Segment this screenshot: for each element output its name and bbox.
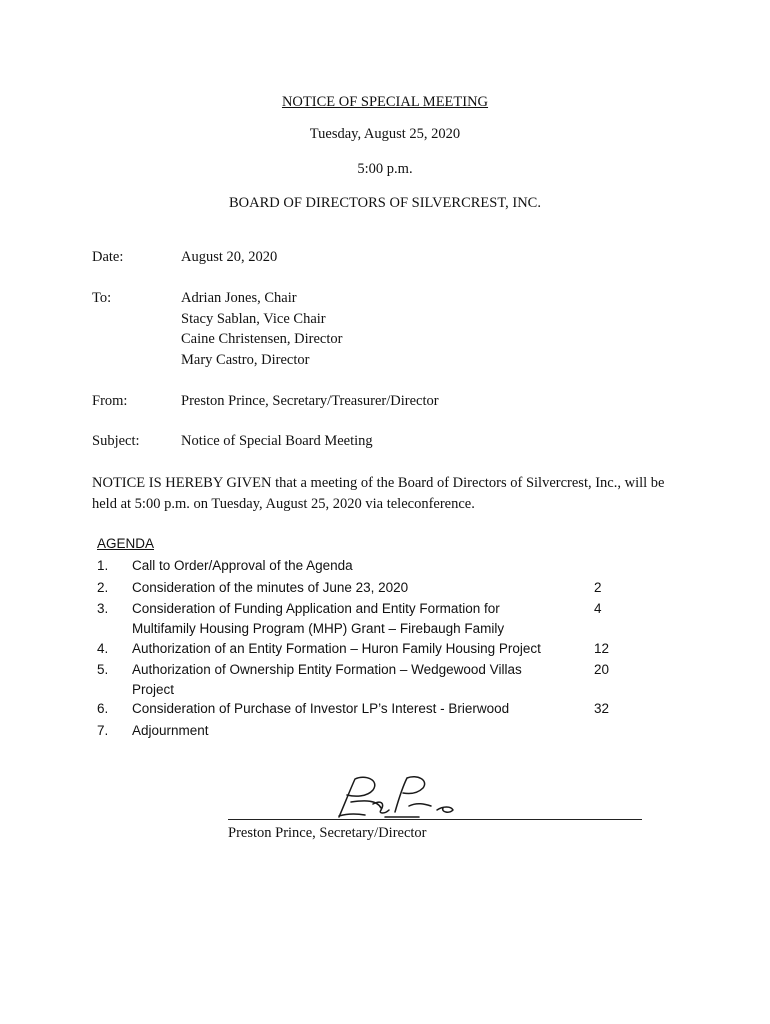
- recipient: Mary Castro, Director: [181, 352, 310, 368]
- meeting-time: 5:00 p.m.: [357, 161, 413, 177]
- agenda-page: 4: [594, 601, 602, 616]
- to-label: To:: [92, 290, 112, 306]
- signatory-name: Preston Prince, Secretary/Director: [228, 825, 427, 841]
- agenda-item-continued: Multifamily Housing Program (MHP) Grant – Firebaugh Family: [132, 621, 505, 636]
- document-title: NOTICE OF SPECIAL MEETING: [281, 94, 489, 110]
- handwritten-signature: [325, 770, 475, 825]
- subject-label: Subject:: [92, 433, 140, 449]
- agenda-number: 4.: [97, 641, 109, 656]
- agenda-number: 7.: [97, 723, 109, 738]
- notice-paragraph: NOTICE IS HEREBY GIVEN that a meeting of the Board of Directors of Silvercrest, Inc., will be held at 5:00 p.m. on Tuesday, August 25, 2020 via teleconference.: [92, 475, 665, 512]
- agenda-item: Consideration of Purchase of Investor LP’s Interest - Brierwood: [132, 701, 510, 716]
- agenda-page: 2: [594, 580, 602, 595]
- agenda-item-continued: Project: [132, 682, 175, 697]
- agenda-number: 3.: [97, 601, 109, 616]
- agenda-item: Authorization of Ownership Entity Formation – Wedgewood Villas: [132, 662, 522, 677]
- agenda-page: 32: [594, 701, 610, 716]
- agenda-item: Consideration of the minutes of June 23, 2020: [132, 580, 409, 595]
- recipient: Caine Christensen, Director: [181, 331, 343, 347]
- agenda-item: Consideration of Funding Application and Entity Formation for: [132, 601, 500, 616]
- meeting-date: Tuesday, August 25, 2020: [309, 126, 461, 142]
- agenda-heading: AGENDA: [97, 536, 155, 551]
- recipient: Adrian Jones, Chair: [181, 290, 297, 306]
- recipient: Stacy Sablan, Vice Chair: [181, 311, 326, 327]
- date-value: August 20, 2020: [181, 249, 278, 265]
- agenda-item: Adjournment: [132, 723, 209, 738]
- agenda-item: Call to Order/Approval of the Agenda: [132, 558, 353, 573]
- organization-name: BOARD OF DIRECTORS OF SILVERCREST, INC.: [229, 195, 541, 211]
- subject-value: Notice of Special Board Meeting: [181, 433, 373, 449]
- agenda-number: 1.: [97, 558, 109, 573]
- agenda-number: 5.: [97, 662, 109, 677]
- from-label: From:: [92, 393, 128, 409]
- from-value: Preston Prince, Secretary/Treasurer/Director: [181, 393, 439, 409]
- agenda-item: Authorization of an Entity Formation – Huron Family Housing Project: [132, 641, 541, 656]
- signature-line: [228, 819, 642, 820]
- date-label: Date:: [92, 249, 124, 265]
- agenda-page: 12: [594, 641, 610, 656]
- agenda-number: 2.: [97, 580, 109, 595]
- agenda-page: 20: [594, 662, 610, 677]
- agenda-number: 6.: [97, 701, 109, 716]
